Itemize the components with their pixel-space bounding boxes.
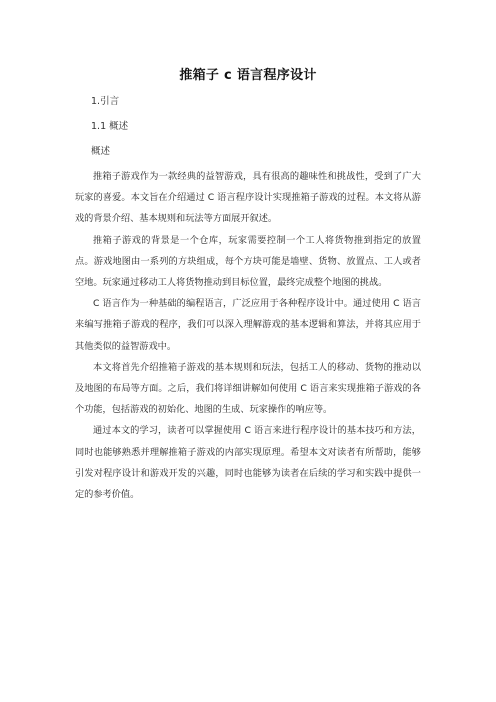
- document-body: [75, 166, 421, 505]
- sub-label: 概述: [91, 146, 111, 157]
- paragraph-1: 推箱子游戏作为一款经典的益智游戏，具有很高的趣味性和挑战性，受到了广大玩家的喜爱。本文旨在介绍通过 C 语言程序设计实现推箱子游戏的过程。本文将从游戏的背景介绍、基本规则和玩法等方面展开叙述。: [75, 171, 421, 225]
- paragraph-3: C 语言作为一种基础的编程语言，广泛应用于各种程序设计中。通过使用 C 语言来编写推箱子游戏的程序，我们可以深入理解游戏的基本逻辑和算法，并将其应用于其他类似的益智游戏中。: [75, 298, 421, 352]
- paragraph-5: 通过本文的学习，读者可以掌握使用 C 语言来进行程序设计的基本技巧和方法，同时也能够熟悉并理解推箱子游戏的内部实现原理。希望本文对读者有所帮助，能够引发对程序设计和游戏开发的兴趣，同时也能够为读者在后续的学习和实践中提供一定的参考价值。: [75, 425, 421, 501]
- paragraph-2: 推箱子游戏的背景是一个仓库，玩家需要控制一个工人将货物推到指定的放置点。游戏地图由一系列的方块组成，每个方块可能是墙壁、货物、放置点、工人或者空地。玩家通过移动工人将货物推动到目标位置，最终完成整个地图的挑战。: [75, 234, 421, 289]
- section-heading: 1.引言: [91, 96, 120, 107]
- subsection-heading: 1.1 概述: [91, 121, 129, 132]
- document-title: 推箱子 c 语言程序设计: [179, 68, 317, 83]
- paragraph-4: 本文将首先介绍推箱子游戏的基本规则和玩法，包括工人的移动、货物的推动以及地图的布局等方面。之后，我们将详细讲解如何使用 C 语言来实现推箱子游戏的各个功能，包括游戏的初始化、地图的生成、玩家操作的响应等。: [75, 361, 421, 416]
